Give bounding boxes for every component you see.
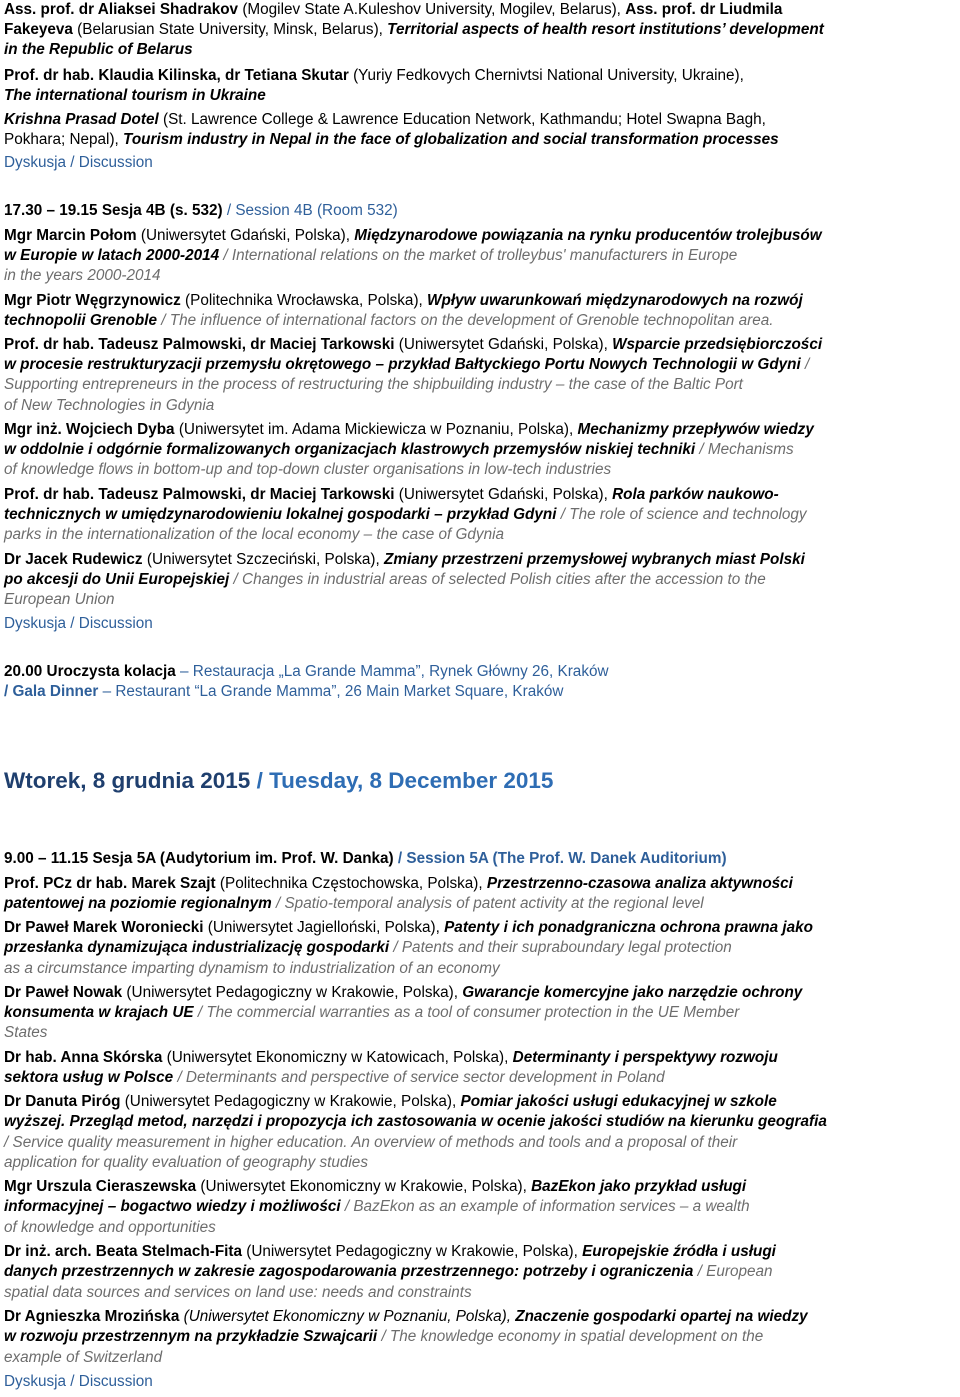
line-segment: 20.00 Uroczysta kolacja xyxy=(4,663,181,680)
program-line xyxy=(4,938,732,958)
line-segment: – Restaurant “La Grande Mamma”, 26 Main Market Square, Kraków xyxy=(102,683,564,700)
line-segment: technicznych w umiędzynarodowieniu lokalnej gospodarki – przykład Gdyni xyxy=(4,506,561,523)
program-line xyxy=(4,130,779,150)
line-segment: (Uniwersytet Jagielloński, Polska), xyxy=(207,919,445,936)
program-line xyxy=(4,1283,472,1303)
program-line xyxy=(4,682,563,702)
line-segment: / The commercial warranties as a tool of consumer protection in the UE Member xyxy=(197,1004,740,1021)
line-segment: BazEkon jako przykład usługi xyxy=(531,1178,747,1195)
line-segment: Prof. dr hab. Tadeusz Palmowski, dr Maciej Tarkowski xyxy=(4,486,399,503)
program-line xyxy=(4,918,813,938)
line-segment: (Uniwersytet Ekonomiczny w Poznaniu, Polska), xyxy=(183,1308,516,1325)
line-segment: Ass. prof. dr Liudmila xyxy=(625,1,783,18)
program-line xyxy=(4,1348,162,1368)
program-line xyxy=(4,1133,737,1153)
line-segment: Rola parków naukowo- xyxy=(612,486,779,503)
line-segment: application for quality evaluation of geography studies xyxy=(4,1154,368,1171)
program-line xyxy=(4,0,782,20)
line-segment: as a circumstance imparting dynamism to industrialization of an economy xyxy=(4,960,500,977)
program-line xyxy=(4,1262,772,1282)
line-segment: Prof. PCz dr hab. Marek Szajt xyxy=(4,875,220,892)
line-segment: Territorial aspects of health resort institutions’ development xyxy=(387,21,824,38)
program-line xyxy=(4,525,504,545)
line-segment: Znaczenie gospodarki opartej na wiedzy xyxy=(515,1308,808,1325)
line-segment: Dr Jacek Rudewicz xyxy=(4,551,147,568)
program-line xyxy=(4,662,609,682)
program-line xyxy=(4,849,727,869)
program-line xyxy=(4,153,153,173)
line-segment: (Uniwersytet Pedagogiczny w Krakowie, Polska), xyxy=(126,984,463,1001)
line-segment: Prof. dr hab. Tadeusz Palmowski, dr Maciej Tarkowski xyxy=(4,336,399,353)
program-line xyxy=(4,1327,763,1347)
program-line xyxy=(4,396,214,416)
program-line xyxy=(4,20,824,40)
program-line xyxy=(4,40,193,60)
program-line xyxy=(4,1068,665,1088)
line-segment: Przestrzenno-czasowa analiza aktywności xyxy=(486,875,793,892)
line-segment: Wpływ uwarunkowań międzynarodowych na rozwój xyxy=(427,292,803,309)
program-line xyxy=(4,874,793,894)
line-segment: – Restauracja „La Grande Mamma”, Rynek Główny 26, Kraków xyxy=(180,663,609,680)
program-line xyxy=(4,440,794,460)
program-line xyxy=(4,86,266,106)
program-line xyxy=(4,1153,368,1173)
program-line xyxy=(4,246,737,266)
line-segment: Pomiar jakości usługi edukacyjnej w szkole xyxy=(460,1093,777,1110)
line-segment: European Union xyxy=(4,591,115,608)
program-line xyxy=(4,66,744,86)
line-segment: 9.00 – 11.15 Sesja 5A (Audytorium im. Prof. W. Danka) xyxy=(4,850,398,867)
line-segment: (Mogilev State A.Kuleshov University, Mogilev, Belarus), xyxy=(242,1,626,18)
day-heading-pl: Wtorek, 8 grudnia 2015 xyxy=(4,768,251,793)
program-line xyxy=(4,614,153,634)
line-segment: spatial data sources and services on land use: needs and constraints xyxy=(4,1284,472,1301)
line-segment: Dr Agnieszka Mrozińska xyxy=(4,1308,184,1325)
line-segment: Mgr Piotr Węgrzynowicz xyxy=(4,292,186,309)
line-segment: Zmiany przestrzeni przemysłowej wybranych miast Polski xyxy=(384,551,805,568)
line-segment: 17.30 – 19.15 Sesja 4B (s. 532) xyxy=(4,202,227,219)
line-segment: (Uniwersytet Szczeciński, Polska), xyxy=(146,551,385,568)
program-line xyxy=(4,550,805,570)
line-segment: (Politechnika Częstochowska, Polska), xyxy=(219,875,487,892)
line-segment: Międzynarodowe powiązania na rynku producentów trolejbusów xyxy=(354,227,822,244)
day-heading-en: / Tuesday, 8 December 2015 xyxy=(250,768,554,793)
line-segment: The international tourism in Ukraine xyxy=(4,87,266,104)
line-segment: (Uniwersytet Ekonomiczny w Katowicach, Polska), xyxy=(166,1049,513,1066)
program-line xyxy=(4,335,822,355)
program-line xyxy=(4,201,398,221)
program-line xyxy=(4,485,779,505)
program-line xyxy=(4,1242,776,1262)
line-segment: of knowledge and opportunities xyxy=(4,1219,216,1236)
program-line xyxy=(4,266,160,286)
line-segment: Ass. prof. dr Aliaksei Shadrakov xyxy=(4,1,243,18)
line-segment: (Yuriy Fedkovych Chernivtsi National University, Ukraine), xyxy=(353,67,744,84)
line-segment: Mechanizmy przepływów wiedzy xyxy=(577,421,814,438)
line-segment: (Uniwersytet Gdański, Polska), xyxy=(398,486,613,503)
line-segment: Pokhara; Nepal), xyxy=(4,131,124,148)
line-segment: / Spatio-temporal analysis of patent activity at the regional level xyxy=(275,895,704,912)
program-line xyxy=(4,1003,739,1023)
line-segment: (Politechnika Wrocławska, Polska), xyxy=(185,292,428,309)
program-line xyxy=(4,375,743,395)
line-segment: / Changes in industrial areas of selected Polish cities after the accession to the xyxy=(233,571,766,588)
program-line xyxy=(4,1023,47,1043)
program-line xyxy=(4,1177,746,1197)
line-segment: Patenty i ich ponadgraniczna ochrona prawna jako xyxy=(444,919,814,936)
line-segment: informacyjnej – bogactwo wiedzy i możliwości xyxy=(4,1198,345,1215)
line-segment: Dr inż. arch. Beata Stelmach-Fita xyxy=(4,1243,247,1260)
line-segment: (Uniwersytet Pedagogiczny w Krakowie, Polska), xyxy=(246,1243,583,1260)
program-line xyxy=(4,110,766,130)
line-segment: (Uniwersytet Gdański, Polska), xyxy=(398,336,613,353)
line-segment: przesłanka dynamizująca industrializację gospodarki xyxy=(4,939,394,956)
program-line xyxy=(4,460,611,480)
line-segment: (Uniwersytet Ekonomiczny w Krakowie, Polska), xyxy=(200,1178,532,1195)
line-segment: Wsparcie przedsiębiorczości xyxy=(612,336,823,353)
line-segment: Dyskusja / Discussion xyxy=(4,615,153,632)
line-segment: Determinanty i perspektywy rozwoju xyxy=(512,1049,778,1066)
program-line xyxy=(4,291,803,311)
program-line xyxy=(4,1372,153,1392)
line-segment: Dyskusja / Discussion xyxy=(4,1373,153,1390)
line-segment: / Determinants and perspective of service sector development in Poland xyxy=(177,1069,665,1086)
line-segment: example of Switzerland xyxy=(4,1349,163,1366)
line-segment: (St. Lawrence College & Lawrence Education Network, Kathmandu; Hotel Swapna Bagh, xyxy=(162,111,766,128)
line-segment: / xyxy=(805,356,810,373)
line-segment: / BazEkon as an example of information services – a wealth xyxy=(344,1198,750,1215)
line-segment: patentowej na poziomie regionalnym xyxy=(4,895,276,912)
line-segment: Dyskusja / Discussion xyxy=(4,154,153,171)
line-segment: Mgr Marcin Połom xyxy=(4,227,141,244)
line-segment: Dr hab. Anna Skórska xyxy=(4,1049,167,1066)
program-line xyxy=(4,355,809,375)
line-segment: in the years 2000-2014 xyxy=(4,267,161,284)
program-line xyxy=(4,570,766,590)
line-segment: parks in the internationalization of the local economy – the case of Gdynia xyxy=(4,526,504,543)
line-segment: (Uniwersytet Pedagogiczny w Krakowie, Polska), xyxy=(124,1093,461,1110)
line-segment: danych przestrzennych w zakresie zagospodarowania przestrzennego: potrzeby i ograniczenia xyxy=(4,1263,698,1280)
line-segment: / European xyxy=(697,1263,773,1280)
program-line xyxy=(4,420,814,440)
line-segment: / The knowledge economy in spatial development on the xyxy=(381,1328,764,1345)
line-segment: / Service quality measurement in higher education. An overview of methods and tools and a proposal of their xyxy=(4,1134,738,1151)
line-segment: Dr Paweł Marek Woroniecki xyxy=(4,919,208,936)
line-segment: Supporting entrepreneurs in the process of restructuring the shipbuilding industry – the case of the Baltic Port xyxy=(4,376,743,393)
line-segment: / The influence of international factors on the development of Grenoble technopolitan area. xyxy=(161,312,774,329)
line-segment: / Patents and their supraboundary legal protection xyxy=(393,939,732,956)
line-segment: sektora usług w Polsce xyxy=(4,1069,178,1086)
line-segment: Dr Danuta Piróg xyxy=(4,1093,125,1110)
line-segment: / Session 4B (Room 532) xyxy=(226,202,398,219)
line-segment: Fakeyeva xyxy=(4,21,78,38)
line-segment: Europejskie źródła i usługi xyxy=(582,1243,776,1260)
line-segment: (Belarusian State University, Minsk, Belarus), xyxy=(77,21,388,38)
program-line xyxy=(4,505,807,525)
line-segment: (Uniwersytet im. Adama Mickiewicza w Poznaniu, Polska), xyxy=(178,421,578,438)
line-segment: / The role of science and technology xyxy=(560,506,807,523)
line-segment: Mgr inż. Wojciech Dyba xyxy=(4,421,179,438)
program-line xyxy=(4,1218,216,1238)
line-segment: w procesie restrukturyzacji przemysłu okrętowego – przykład Bałtyckiego Portu Nowych Technologii w Gdyni xyxy=(4,356,806,373)
line-segment: konsumenta w krajach UE xyxy=(4,1004,198,1021)
line-segment: of New Technologies in Gdynia xyxy=(4,397,215,414)
line-segment: Gwarancje komercyjne jako narzędzie ochrony xyxy=(462,984,803,1001)
program-line xyxy=(4,226,822,246)
program-line xyxy=(4,1092,777,1112)
line-segment: technopolii Grenoble xyxy=(4,312,162,329)
line-segment: Mgr Urszula Cieraszewska xyxy=(4,1178,201,1195)
program-line xyxy=(4,1197,750,1217)
program-line xyxy=(4,590,115,610)
day-heading xyxy=(4,768,553,794)
program-line xyxy=(4,983,802,1003)
line-segment: in the Republic of Belarus xyxy=(4,41,193,58)
line-segment: Dr Paweł Nowak xyxy=(4,984,127,1001)
line-segment: / Gala Dinner xyxy=(4,683,103,700)
line-segment: w rozwoju przestrzennym na przykładzie Szwajcarii xyxy=(4,1328,382,1345)
program-line xyxy=(4,959,500,979)
program-line xyxy=(4,311,774,331)
line-segment: / Session 5A (The Prof. W. Danek Auditorium) xyxy=(397,850,727,867)
line-segment: wyższej. Przegląd metod, narzędzi i propozycja ich zastosowania w ocenie jakości studiów na kierunku geografia xyxy=(4,1113,827,1130)
line-segment: States xyxy=(4,1024,48,1041)
line-segment: w Europie w latach 2000-2014 xyxy=(4,247,224,264)
program-line xyxy=(4,1307,808,1327)
line-segment: w oddolnie i odgórnie formalizowanych organizacjach klastrowych przemysłów niskiej techniki xyxy=(4,441,700,458)
line-segment: / International relations on the market of trolleybus' manufacturers in Europe xyxy=(223,247,738,264)
line-segment: of knowledge flows in bottom-up and top-down cluster organisations in low-tech industries xyxy=(4,461,612,478)
line-segment: po akcesji do Unii Europejskiej xyxy=(4,571,234,588)
line-segment: Prof. dr hab. Klaudia Kilinska, dr Tetiana Skutar xyxy=(4,67,354,84)
line-segment: / Mechanisms xyxy=(699,441,794,458)
line-segment: Krishna Prasad Dotel xyxy=(4,111,163,128)
program-line xyxy=(4,894,704,914)
line-segment: (Uniwersytet Gdański, Polska), xyxy=(140,227,355,244)
program-line xyxy=(4,1112,827,1132)
program-line xyxy=(4,1048,778,1068)
line-segment: Tourism industry in Nepal in the face of globalization and social transformation processes xyxy=(123,131,779,148)
